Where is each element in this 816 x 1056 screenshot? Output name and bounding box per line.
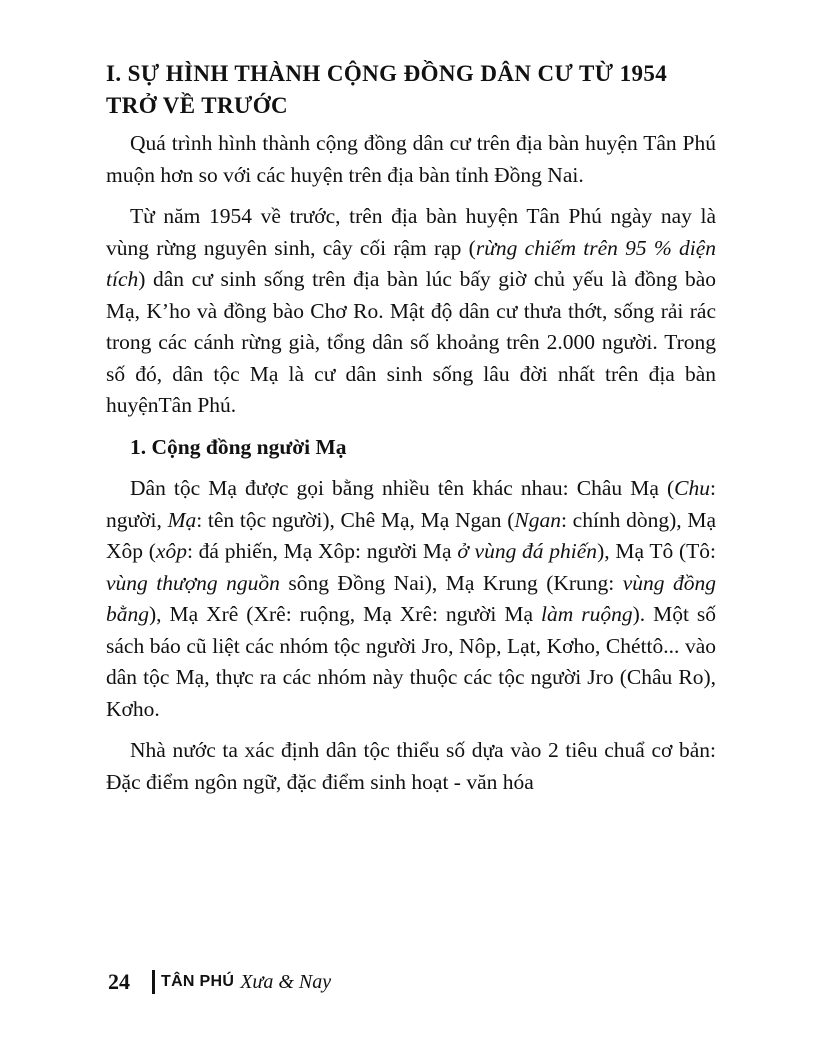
p3-italic: Mạ: [167, 507, 197, 532]
p3-text: ). Một số sách báo cũ liệt các nhóm tộc người Jro, Nôp, Lạt, Kơho, Chéttô... vào dân tộc Mạ, thực ra các nhóm này thuộc các tộc người Jro (Châu Ro), Kơho.: [106, 602, 716, 721]
p3-italic: ở vùng đá phiến: [457, 539, 598, 563]
p3-text: : tên tộc người), Chê Mạ, Mạ Ngan (: [196, 507, 515, 532]
page-footer: [108, 966, 331, 998]
p3-text: ), Mạ Xrê (Xrê: ruộng, Mạ Xrê: người Mạ: [149, 602, 541, 626]
p3-text: : người,: [106, 476, 716, 532]
p3-italic: Chu: [674, 476, 711, 500]
p3-text: : chính dòng), Mạ Xôp (: [106, 507, 717, 563]
footer-brand: TÂN PHÚ: [161, 973, 235, 990]
paragraph-2-text-a: Từ năm 1954 về trước, trên địa bàn huyện Tân Phú ngày nay là vùng rừng nguyên sinh, cây cối rậm rạp (: [106, 204, 716, 260]
paragraph-2-text-c: ) dân cư sinh sống trên địa bàn lúc bấy giờ chủ yếu là đồng bào Mạ, K’ho và đồng bào Chơ Ro. Mật độ dân cư thưa thớt, sống rải rác trong các cánh rừng già, tổng dân số khoảng trên 2.000 người. Trong số đó, dân tộc Mạ là cư dân sinh sống lâu đời nhất trên địa bàn huyệnTân Phú.: [106, 267, 716, 417]
subsection-title: 1. Cộng đồng người Mạ: [130, 434, 347, 459]
p3-text: : đá phiến, Mạ Xôp: người Mạ: [186, 539, 458, 563]
page-number: 24: [108, 969, 130, 994]
footer-divider: [152, 970, 155, 994]
paragraph-3: [106, 473, 716, 725]
p3-text: ), Mạ Tô (Tô:: [597, 539, 716, 563]
paragraph-2: [106, 201, 716, 422]
p3-italic: vùng thượng nguồn: [106, 570, 280, 595]
paragraph-1: Quá trình hình thành cộng đồng dân cư trên địa bàn huyện Tân Phú muộn hơn so với các huyện trên địa bàn tỉnh Đồng Nai.: [106, 131, 716, 187]
section-title: I. SỰ HÌNH THÀNH CỘNG ĐỒNG DÂN CƯ TỪ 1954 TRỞ VỀ TRƯỚC: [106, 61, 668, 118]
p3-text: Dân tộc Mạ được gọi bằng nhiều tên khác nhau: Châu Mạ (: [130, 476, 675, 500]
page-body: [106, 58, 716, 798]
p3-text: sông Đồng Nai), Mạ Krung (Krung:: [279, 570, 623, 595]
p3-italic: xôp: [155, 539, 187, 563]
paragraph-4: Nhà nước ta xác định dân tộc thiểu số dựa vào 2 tiêu chuẩ cơ bản: Đặc điểm ngôn ngữ, đặc điểm sinh hoạt - văn hóa: [106, 738, 716, 794]
footer-subtitle: Xưa & Nay: [240, 970, 332, 993]
paragraph-2-italic: rừng chiếm trên 95 % diện tích: [106, 235, 716, 291]
p3-italic: vùng đồng bằng: [106, 570, 717, 626]
p3-italic: làm ruộng: [541, 602, 633, 626]
p3-italic: Ngan: [514, 507, 561, 532]
